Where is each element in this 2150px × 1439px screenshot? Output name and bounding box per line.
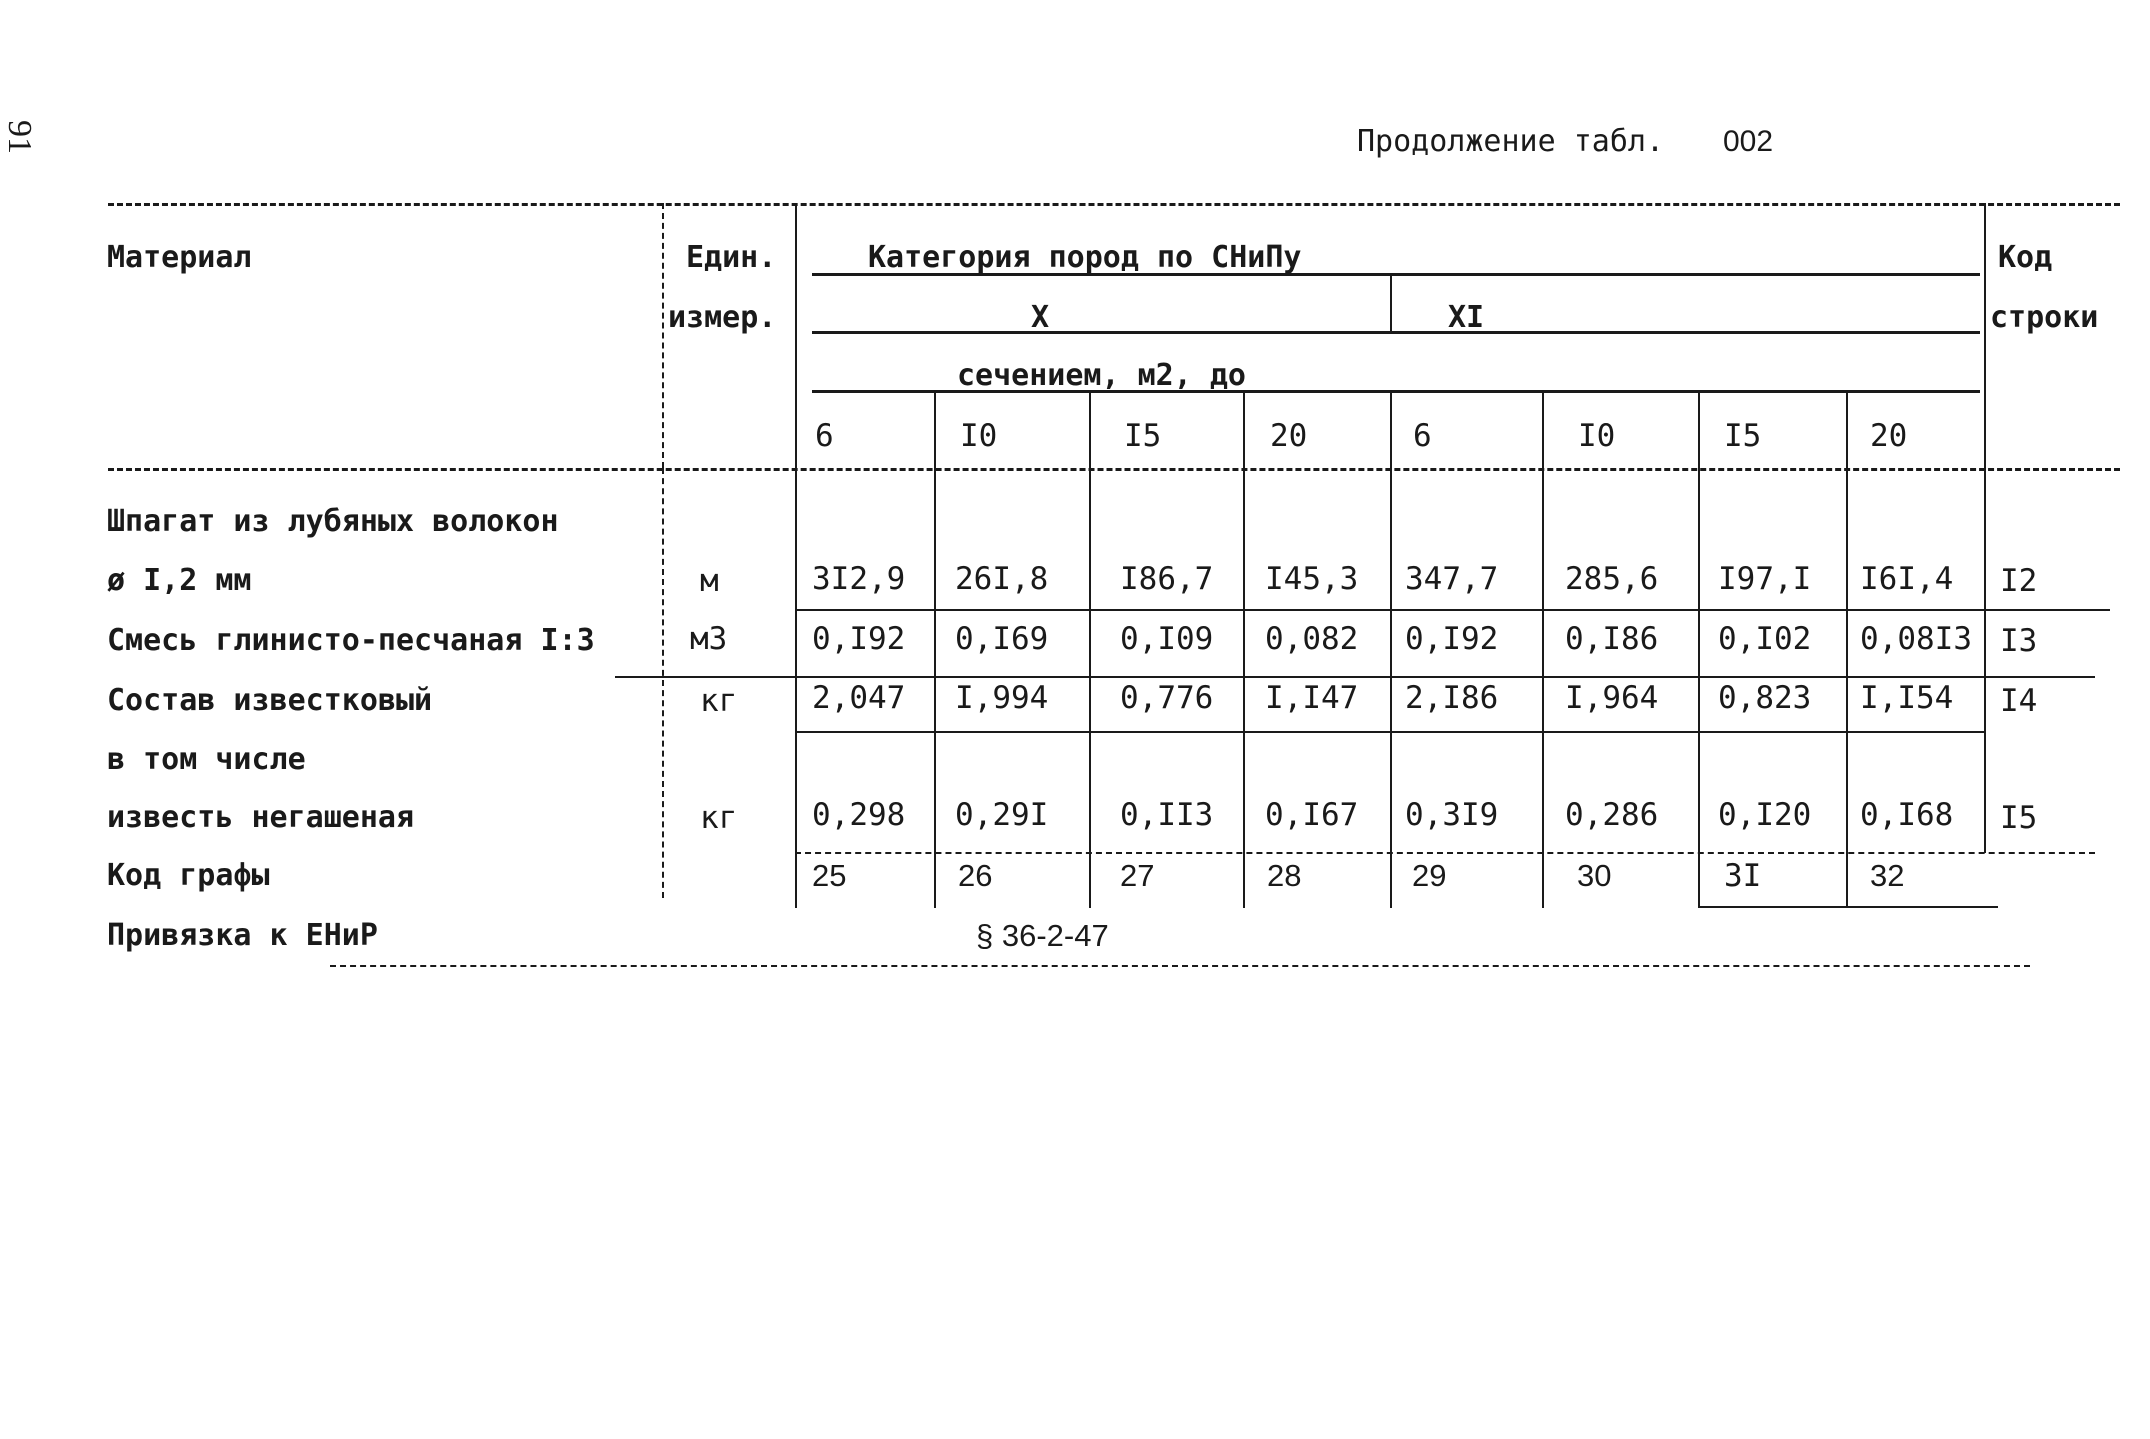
row-value: I,I54 bbox=[1860, 680, 1954, 716]
body-divider bbox=[795, 468, 797, 908]
row-value: 0,I67 bbox=[1265, 797, 1359, 833]
row-value: 0,08I3 bbox=[1860, 621, 1972, 657]
row-name: Смесь глинисто-песчаная I:3 bbox=[107, 623, 595, 658]
body-divider-dashed bbox=[662, 468, 664, 898]
row-value: I,994 bbox=[955, 680, 1049, 716]
size-header: I0 bbox=[1578, 418, 1616, 454]
table-caption: Продолжение табл. bbox=[1357, 124, 1665, 159]
col-unit-header-2: измер. bbox=[668, 300, 777, 335]
col-code-header-2: строки bbox=[1990, 300, 2099, 335]
row-value: 0,II3 bbox=[1120, 797, 1214, 833]
row-rule bbox=[795, 731, 1985, 733]
graph-code: 3I bbox=[1724, 858, 1762, 894]
group-rule bbox=[812, 331, 1980, 334]
row-value: 0,I92 bbox=[1405, 621, 1499, 657]
row-value: 0,I69 bbox=[955, 621, 1049, 657]
row-value: 3I2,9 bbox=[812, 561, 906, 597]
row-value: I,964 bbox=[1565, 680, 1659, 716]
body-divider bbox=[934, 390, 936, 908]
category-rule bbox=[812, 273, 1980, 276]
graph-code: 27 bbox=[1120, 858, 1155, 893]
row-value: 0,I09 bbox=[1120, 621, 1214, 657]
row-value: 0,286 bbox=[1565, 797, 1659, 833]
row-value: 285,6 bbox=[1565, 561, 1659, 597]
row-name: ø I,2 мм bbox=[107, 563, 252, 598]
binding-label: Привязка к ЕНиР bbox=[107, 918, 378, 953]
graph-codes-label: Код графы bbox=[107, 858, 270, 893]
size-header: 20 bbox=[1870, 418, 1908, 454]
graph-code: 29 bbox=[1412, 858, 1447, 893]
row-value: 0,823 bbox=[1718, 680, 1812, 716]
top-rule bbox=[108, 203, 2120, 206]
row-value: 0,I68 bbox=[1860, 797, 1954, 833]
graph-code-rule bbox=[1698, 906, 1998, 908]
page-number: 91 bbox=[1, 120, 38, 154]
row-unit: м bbox=[700, 563, 719, 599]
row-name: Шпагат из лубяных волокон bbox=[107, 504, 559, 539]
section-rule bbox=[812, 390, 1980, 393]
graph-code: 32 bbox=[1870, 858, 1905, 893]
graph-code: 30 bbox=[1577, 858, 1612, 893]
row-value: 347,7 bbox=[1405, 561, 1499, 597]
group-x-label: X bbox=[1031, 300, 1050, 335]
section-label: сечением, м2, до bbox=[957, 358, 1246, 393]
body-divider bbox=[1984, 468, 1986, 853]
header-divider-unit bbox=[795, 203, 797, 468]
row-value: 0,I86 bbox=[1565, 621, 1659, 657]
body-divider bbox=[1390, 390, 1392, 908]
size-header: I0 bbox=[960, 418, 998, 454]
row-value: I45,3 bbox=[1265, 561, 1359, 597]
bottom-rule bbox=[330, 965, 2030, 967]
graph-code: 28 bbox=[1267, 858, 1302, 893]
col-code-header-1: Код bbox=[1998, 240, 2053, 275]
size-header: I5 bbox=[1124, 418, 1162, 454]
row-value: 0,29I bbox=[955, 797, 1049, 833]
header-divider-code bbox=[1984, 203, 1986, 468]
row-rule bbox=[615, 676, 2095, 678]
row-name: известь негашеная bbox=[107, 800, 415, 835]
row-value: 0,3I9 bbox=[1405, 797, 1499, 833]
body-divider bbox=[1846, 390, 1848, 908]
group-xi-label: XI bbox=[1448, 300, 1485, 335]
row-value: I,I47 bbox=[1265, 680, 1359, 716]
body-divider bbox=[1089, 390, 1091, 908]
table-number: 002 bbox=[1723, 125, 1774, 158]
size-header: I5 bbox=[1724, 418, 1762, 454]
body-divider bbox=[1243, 390, 1245, 908]
row-name: Состав известковый bbox=[107, 683, 433, 718]
row-value: I86,7 bbox=[1120, 561, 1214, 597]
row-name: в том числе bbox=[107, 742, 306, 777]
row-code: I2 bbox=[2000, 563, 2038, 599]
size-header: 20 bbox=[1270, 418, 1308, 454]
row-code: I3 bbox=[2000, 623, 2038, 659]
row-value: I97,I bbox=[1718, 561, 1812, 597]
header-bottom-rule bbox=[108, 468, 2120, 471]
row-value: 0,I92 bbox=[812, 621, 906, 657]
body-divider bbox=[1542, 390, 1544, 908]
group-divider bbox=[1390, 276, 1392, 331]
row-value: 2,I86 bbox=[1405, 680, 1499, 716]
size-header: 6 bbox=[1413, 418, 1432, 454]
col-unit-header-1: Един. bbox=[686, 240, 777, 275]
size-header: 6 bbox=[815, 418, 834, 454]
body-divider bbox=[1698, 390, 1700, 908]
row-value: 0,298 bbox=[812, 797, 906, 833]
row-rule bbox=[795, 852, 2095, 854]
row-value: 0,I02 bbox=[1718, 621, 1812, 657]
col-material-header: Материал bbox=[107, 240, 252, 275]
binding-value: § 36-2-47 bbox=[976, 918, 1109, 953]
graph-code: 25 bbox=[812, 858, 847, 893]
category-title: Категория пород по СНиПу bbox=[868, 240, 1302, 275]
header-divider-material bbox=[662, 203, 664, 468]
row-value: 26I,8 bbox=[955, 561, 1049, 597]
row-code: I4 bbox=[2000, 683, 2038, 719]
row-value: 0,I20 bbox=[1718, 797, 1812, 833]
row-code: I5 bbox=[2000, 800, 2038, 836]
row-rule bbox=[795, 609, 2110, 611]
row-value: 0,776 bbox=[1120, 680, 1214, 716]
graph-code: 26 bbox=[958, 858, 993, 893]
row-value: 2,047 bbox=[812, 680, 906, 716]
row-unit: кг bbox=[700, 800, 738, 836]
row-unit: м3 bbox=[690, 621, 728, 657]
row-value: 0,082 bbox=[1265, 621, 1359, 657]
row-value: I6I,4 bbox=[1860, 561, 1954, 597]
row-unit: кг bbox=[700, 683, 738, 719]
